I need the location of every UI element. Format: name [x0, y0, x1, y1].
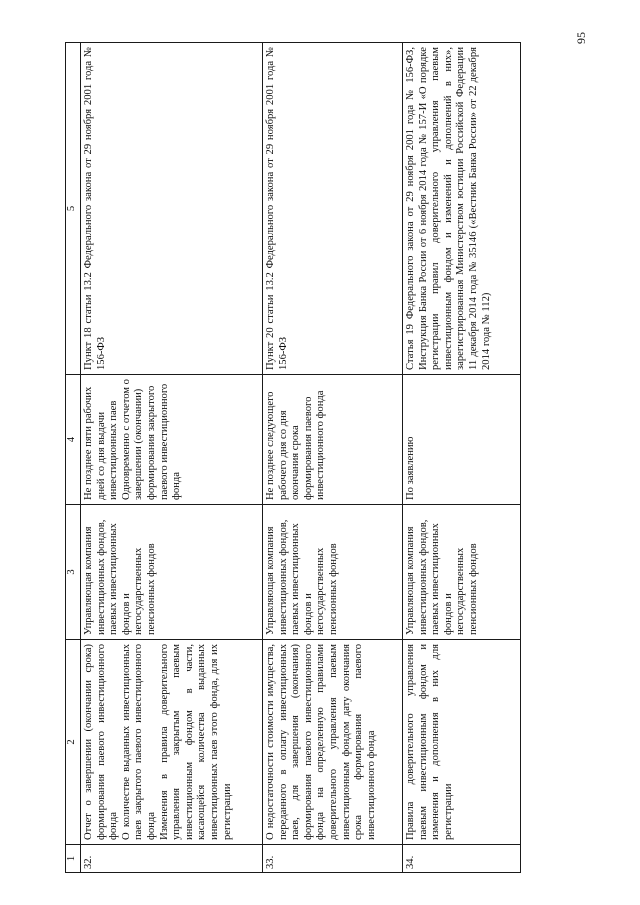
- description-paragraph: Отчет о завершении (окончании срока) формирования паевого инвестиционного фонда: [83, 644, 120, 840]
- table-row: [81, 43, 263, 873]
- registry-table: [65, 42, 521, 873]
- submitter-cell: Управляющая компания инвестиционных фондов, паевых инвестиционных фондов и негосударственных пенсионных фондов: [263, 505, 403, 640]
- deadline-paragraph: Не позднее пяти рабочих дней со дня выдачи инвестиционных паев: [83, 386, 120, 500]
- deadline-paragraph: По заявлению: [405, 436, 416, 500]
- description-paragraph: О недостаточности стоимости имущества, переданного в оплату инвестиционных паев, для завершения (окончания) формирования паевого инвестиционного фонда на определенную правилами доверительного управления паевым инвестиционным фондом дату окончания срока формирования паевого инвестиционного фонда: [265, 644, 377, 840]
- submitter-cell: Управляющая компания инвестиционных фондов, паевых инвестиционных фондов и негосударственных пенсионных фондов: [81, 505, 263, 640]
- header-cell: 3: [66, 505, 81, 640]
- report-description: [81, 640, 263, 845]
- header-cell: 4: [66, 375, 81, 505]
- header-cell: 2: [66, 640, 81, 845]
- submitter-cell: Управляющая компания инвестиционных фондов, паевых инвестиционных фондов и негосударственных пенсионных фондов: [403, 505, 521, 640]
- deadline-paragraph: Одновременно с отчетом о завершении (окончании) формирования закрытого паевого инвестиционного фонда: [120, 379, 183, 500]
- legal-basis-cell: Пункт 18 статьи 13.2 Федерального закона от 29 ноября 2001 года № 156-ФЗ: [81, 43, 263, 375]
- page-number: 95: [574, 32, 588, 44]
- table-row: [403, 43, 521, 873]
- legal-basis-cell: Статья 19 Федерального закона от 29 ноября 2001 года № 156-ФЗ, Инструкция Банка России от 6 ноября 2014 года № 157-И «О порядке регистрации правил доверительного управления паевым инвестиционным фондом и изменений и дополнений в них», зарегистрированная Министерством юстиции Российской Федерации 11 декабря 2014 года № 35146 («Вестник Банка России» от 22 декабря 2014 года № 112): [403, 43, 521, 375]
- header-cell: 5: [66, 43, 81, 375]
- table-row: [263, 43, 403, 873]
- report-description: [263, 640, 403, 845]
- legal-basis-cell: Пункт 20 статьи 13.2 Федерального закона от 29 ноября 2001 года № 156-ФЗ: [263, 43, 403, 375]
- description-paragraph: Правила доверительного управления паевым инвестиционным фондом и изменения и дополнения в них для регистрации: [405, 644, 454, 840]
- deadline-cell: [263, 375, 403, 505]
- row-number: 33.: [263, 845, 403, 873]
- deadline-cell: [403, 375, 521, 505]
- description-paragraph: Изменения в правила доверительного управления закрытым паевым инвестиционным фондом в части, касающейся количества выданных инвестиционных паев этого фонда, для их регистрации: [158, 644, 233, 840]
- header-row: [66, 43, 81, 873]
- description-paragraph: О количестве выданных инвестиционных паев закрытого паевого инвестиционного фонда: [120, 644, 157, 840]
- rotated-table-wrapper: [65, 43, 585, 873]
- deadline-paragraph: Не позднее следующего рабочего дня со дня окончания срока формирования паевого инвестиционного фонда: [265, 390, 327, 500]
- deadline-cell: [81, 375, 263, 505]
- row-number: 32.: [81, 845, 263, 873]
- row-number: 34.: [403, 845, 521, 873]
- header-cell: 1: [66, 845, 81, 873]
- report-description: [403, 640, 521, 845]
